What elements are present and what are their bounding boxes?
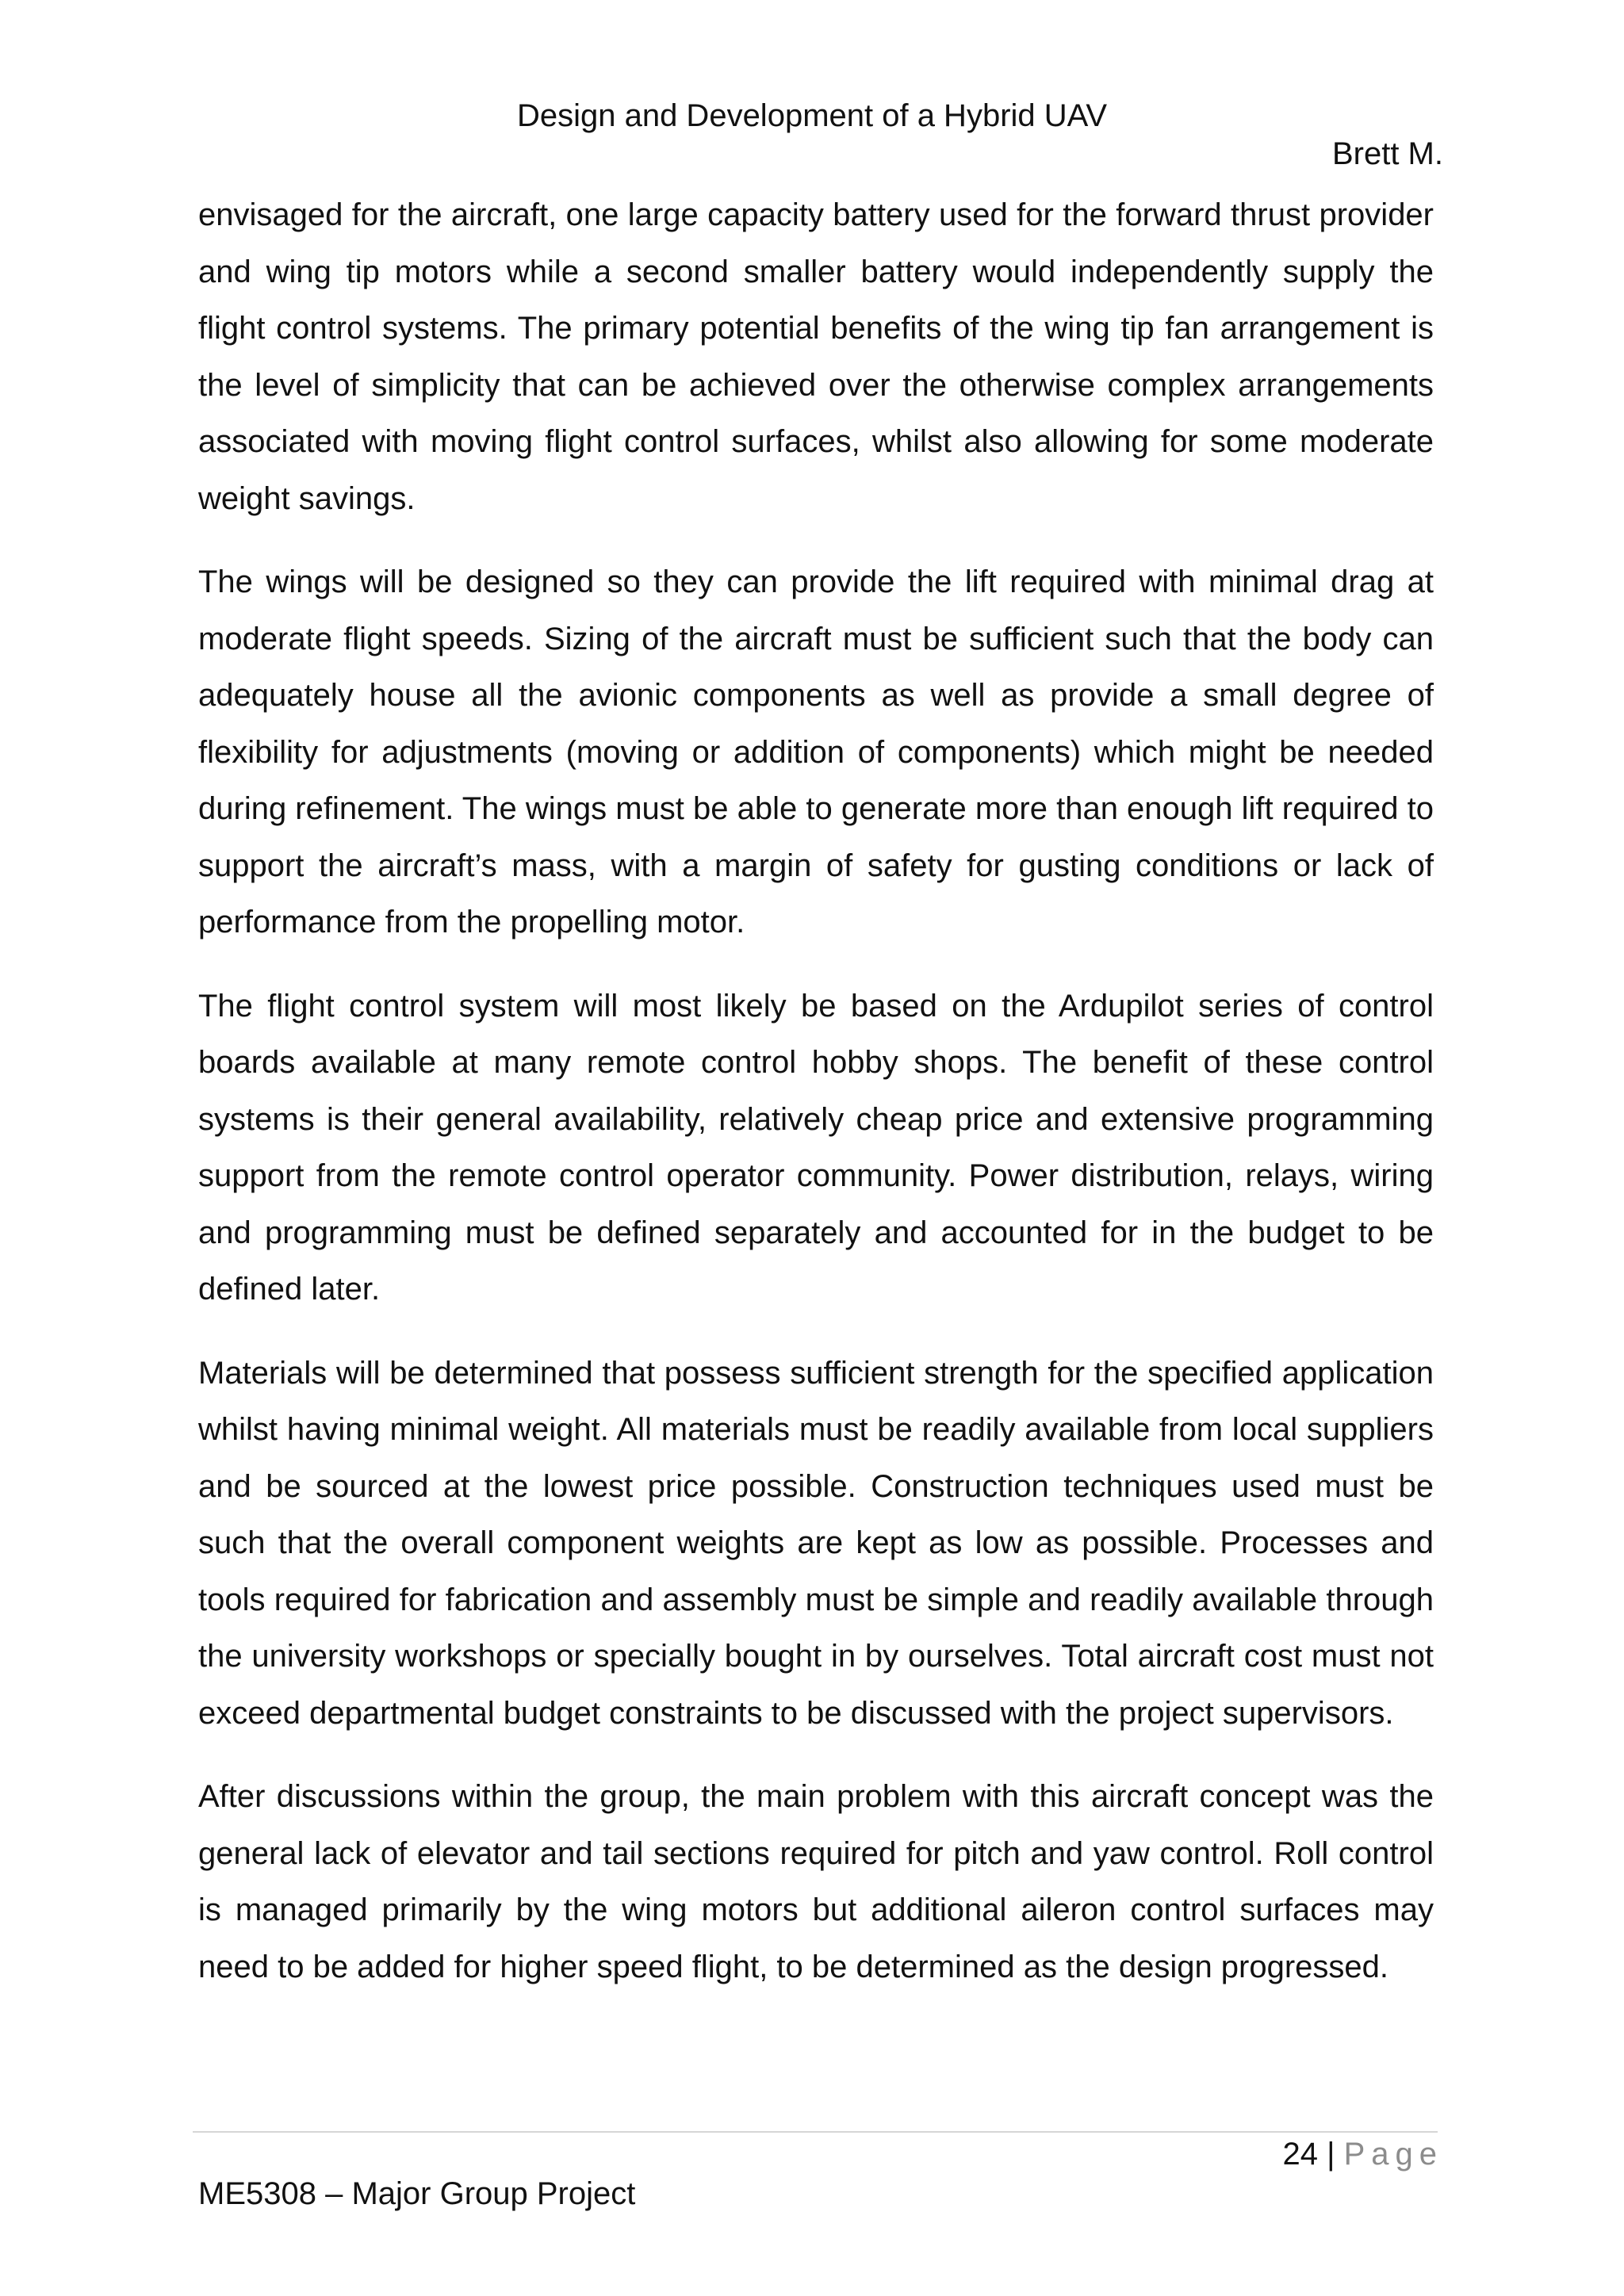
paragraph: The wings will be designed so they can provide the lift required with minimal drag at moderate flight speeds. Sizing of the aircraft must be sufficient such that the body can adequately house all the avionic components as well as provide a small degree of flexibility for adjustments (moving or addition of components) which might be needed during refinement. The wings must be able to generate more than enough lift required to support the aircraft’s mass, with a margin of safety for gusting conditions or lack of performance from the propelling motor.: [198, 564, 1434, 939]
footer-divider: [193, 2131, 1438, 2133]
document-body: [198, 187, 1434, 2022]
page-number-value: 24: [1282, 2137, 1318, 2172]
page-label: Page: [1343, 2137, 1443, 2172]
header-author: Brett M.: [1331, 136, 1443, 171]
paragraph: The flight control system will most likely be based on the Ardupilot series of control boards available at many remote control hobby shops. The benefit of these control systems is their general availability, relatively cheap price and extensive programming support from the remote control operator community. Power distribution, relays, wiring and programming must be defined separately and accounted for in the budget to be defined later.: [198, 988, 1434, 1307]
footer-course: ME5308 – Major Group Project: [198, 2176, 636, 2211]
paragraph: envisaged for the aircraft, one large capacity battery used for the forward thrust provider and wing tip motors while a second smaller battery would independently supply the flight control systems. The primary potential benefits of the wing tip fan arrangement is the level of simplicity that can be achieved over the otherwise complex arrangements associated with moving flight control surfaces, whilst also allowing for some moderate weight savings.: [198, 197, 1434, 516]
header-title: Design and Development of a Hybrid UAV: [516, 98, 1108, 133]
page-number: [1282, 2133, 1443, 2175]
paragraph: After discussions within the group, the main problem with this aircraft concept was the general lack of elevator and tail sections required for pitch and yaw control. Roll control is managed primarily by the wing motors but additional aileron control surfaces may need to be added for higher speed flight, to be determined as the design progressed.: [198, 1779, 1434, 1984]
page-number-separator: |: [1317, 2137, 1344, 2172]
paragraph: Materials will be determined that possess sufficient strength for the specified application whilst having minimal weight. All materials must be readily available from local suppliers and be sourced at the lowest price possible. Construction techniques used must be such that the overall component weights are kept as low as possible. Processes and tools required for fabrication and assembly must be simple and readily available through the university workshops or specially bought in by ourselves. Total aircraft cost must not exceed departmental budget constraints to be discussed with the project supervisors.: [198, 1355, 1434, 1731]
